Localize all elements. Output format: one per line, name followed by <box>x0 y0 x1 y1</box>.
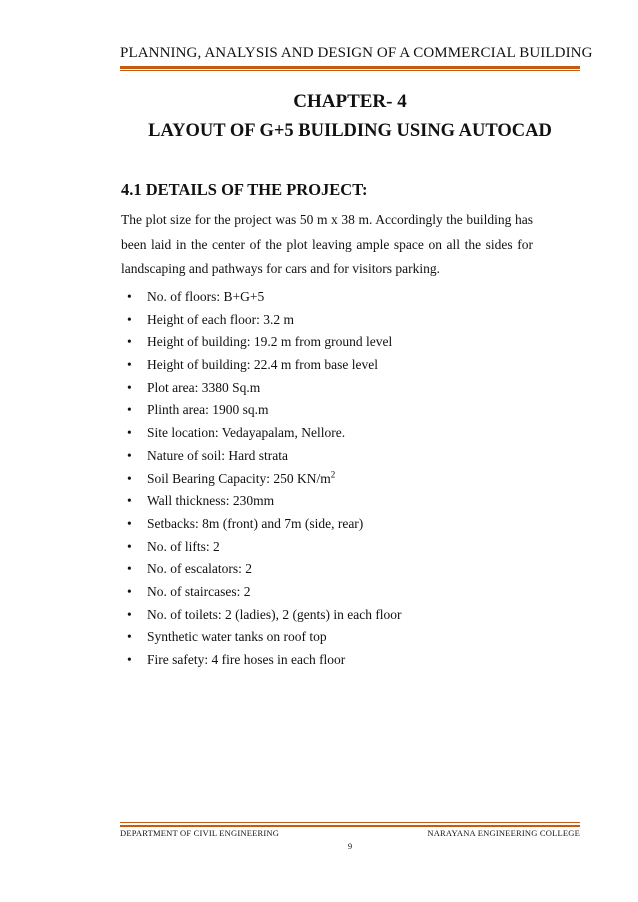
footer-college: NARAYANA ENGINEERING COLLEGE <box>427 828 580 838</box>
list-item <box>121 354 402 377</box>
list-item-text: Plinth area: 1900 sq.m <box>147 402 269 418</box>
list-item-text: Synthetic water tanks on roof top <box>147 629 327 645</box>
list-item <box>121 581 402 604</box>
list-item <box>121 309 402 332</box>
running-header: PLANNING, ANALYSIS AND DESIGN OF A COMMERCIAL BUILDING <box>120 45 593 61</box>
list-item <box>121 536 402 559</box>
list-item <box>121 331 402 354</box>
bullet-icon: • <box>127 493 132 509</box>
list-item <box>121 604 402 627</box>
list-item-text: Setbacks: 8m (front) and 7m (side, rear) <box>147 515 364 531</box>
list-item-text: No. of toilets: 2 (ladies), 2 (gents) in each floor <box>147 606 402 622</box>
list-item-text: Height of building: 22.4 m from base level <box>147 357 378 373</box>
bullet-icon: • <box>127 334 132 350</box>
bullet-icon: • <box>127 538 132 554</box>
page-number: 9 <box>347 841 353 851</box>
list-item-text: Height of each floor: 3.2 m <box>147 311 294 327</box>
bullet-icon: • <box>127 311 132 327</box>
unit-superscript: 2 <box>330 469 336 479</box>
section-heading: 4.1 DETAILS OF THE PROJECT: <box>121 180 368 199</box>
list-item <box>121 558 402 581</box>
bullet-icon: • <box>127 447 132 463</box>
bullet-icon: • <box>127 583 132 599</box>
bullet-icon: • <box>127 652 132 667</box>
bullet-icon: • <box>127 425 132 441</box>
footer-rule <box>120 825 580 827</box>
list-item-text: Wall thickness: 230mm <box>147 493 275 509</box>
bullet-icon: • <box>127 606 132 622</box>
project-details-list <box>121 286 402 672</box>
list-item <box>121 422 402 445</box>
bullet-icon: • <box>127 402 132 418</box>
list-item-text: Nature of soil: Hard strata <box>147 447 288 463</box>
list-item-text: Plot area: 3380 Sq.m <box>147 379 261 395</box>
list-item-text: No. of staircases: 2 <box>147 583 251 599</box>
header-rule <box>120 66 580 69</box>
list-item <box>121 377 402 400</box>
bullet-icon: • <box>127 561 132 577</box>
header-rule-thin <box>120 70 580 71</box>
chapter-title: LAYOUT OF G+5 BUILDING USING AUTOCAD <box>148 121 552 141</box>
bullet-icon: • <box>127 289 132 304</box>
list-item-text: Height of building: 19.2 m from ground level <box>147 334 393 350</box>
list-item <box>121 399 402 422</box>
list-item-text: No. of escalators: 2 <box>147 561 252 577</box>
list-item <box>121 445 402 468</box>
bullet-icon: • <box>127 379 132 395</box>
list-item <box>121 286 402 309</box>
list-item <box>121 626 402 649</box>
footer-department: DEPARTMENT OF CIVIL ENGINEERING <box>120 828 280 838</box>
chapter-number: CHAPTER- 4 <box>293 91 407 112</box>
list-item-text: Soil Bearing Capacity: 250 KN/m <box>147 470 331 486</box>
bullet-icon: • <box>127 629 132 645</box>
list-item <box>121 468 402 491</box>
list-item-text: Site location: Vedayapalam, Nellore. <box>147 425 346 441</box>
bullet-icon: • <box>127 470 132 486</box>
intro-paragraph: The plot size for the project was 50 m x 38 m. Accordingly the building has been laid in the center of the plot leaving ample space on all the sides for landscaping and pathways for cars and for visitors parking. <box>121 212 533 276</box>
list-item-text: No. of floors: B+G+5 <box>147 289 265 304</box>
list-item-text: Fire safety: 4 fire hoses in each floor <box>147 652 346 667</box>
list-item-text: No. of lifts: 2 <box>147 538 220 554</box>
list-item <box>121 513 402 536</box>
list-item <box>121 490 402 513</box>
bullet-icon: • <box>127 515 132 531</box>
bullet-icon: • <box>127 357 132 373</box>
footer-rule-thin <box>120 822 580 823</box>
list-item <box>121 649 402 672</box>
